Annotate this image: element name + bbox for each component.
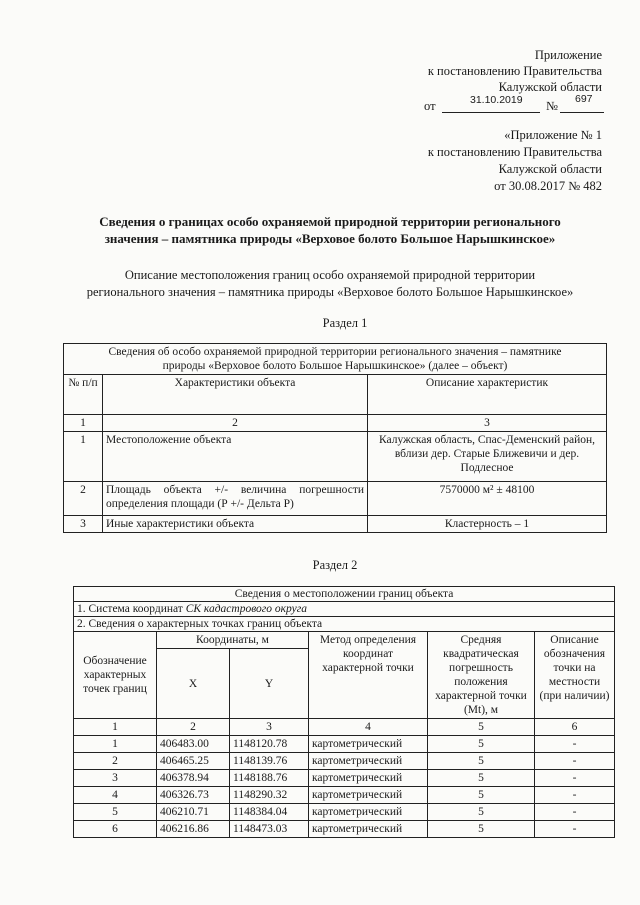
point-error: 5 [428,770,535,787]
col-header-point: Обозначение характерных точек границ [74,632,157,719]
table-row [74,804,615,821]
col-header-no: № п/п [64,375,103,415]
point-id: 4 [74,787,157,804]
region-label: Калужской области [498,80,602,94]
col-header-coords: Координаты, м [157,632,309,649]
point-descr: - [535,804,615,821]
original-decree-date: от 30.08.2017 № 482 [494,179,602,193]
col-number-6: 6 [535,719,615,736]
number-label: № [546,99,558,113]
point-x: 406216.86 [157,821,230,838]
col-number-5: 5 [428,719,535,736]
point-y: 1148473.03 [230,821,309,838]
appendix1-label: «Приложение № 1 [504,128,602,142]
point-descr: - [535,753,615,770]
col-header-method: Метод определения координат характерной точки [309,632,428,719]
table-row [74,787,615,804]
point-id: 6 [74,821,157,838]
coord-system-name: СК кадастрового округа [185,603,307,615]
point-error: 5 [428,753,535,770]
point-y: 1148188.76 [230,770,309,787]
row-no: 2 [64,482,103,516]
col-header-characteristics: Характеристики объекта [103,375,368,415]
row-value: Калужская область, Спас-Деменский район, вблизи дер. Старые Ближевичи и дер. Подлесное [368,432,607,482]
col-header-x: X [157,649,230,719]
point-y: 1148139.76 [230,753,309,770]
point-x: 406378.94 [157,770,230,787]
date-underline [442,112,540,113]
point-y: 1148290.32 [230,787,309,804]
subtitle-line1: Описание местоположения границ особо охраняемой природной территории [124,268,536,282]
table-row [64,516,607,533]
section2-caption: Сведения о местоположении границ объекта [74,587,615,602]
point-id: 3 [74,770,157,787]
point-x: 406465.25 [157,753,230,770]
point-id: 2 [74,753,157,770]
col-header-descr: Описание обозначения точки на местности (при наличии) [535,632,615,719]
point-method: картометрический [309,821,428,838]
point-method: картометрический [309,770,428,787]
section1-caption [64,344,607,375]
section1-caption-line1: Сведения об особо охраняемой природной территории регионального значения – памятнике [108,346,562,358]
col-header-y: Y [230,649,309,719]
col-number-1: 1 [74,719,157,736]
col-number-2: 2 [103,415,368,432]
table-row [74,770,615,787]
section2-table [73,586,615,838]
section1-caption-line2: природы «Верховое болото Большое Нарышкинское» (далее – объект) [162,360,508,372]
table-row [74,821,615,838]
col-header-description: Описание характеристик [368,375,607,415]
table-row [64,432,607,482]
point-descr: - [535,736,615,753]
point-x: 406483.00 [157,736,230,753]
decree-date: 31.10.2019 [470,94,523,106]
point-id: 5 [74,804,157,821]
point-descr: - [535,821,615,838]
row-characteristic: Иные характеристики объекта [103,516,368,533]
coord-system-row [74,602,615,617]
point-method: картометрический [309,736,428,753]
table-row [74,753,615,770]
point-descr: - [535,770,615,787]
table-row [64,482,607,516]
point-error: 5 [428,821,535,838]
decree-reference-2: к постановлению Правительства [427,145,602,159]
row-characteristic: Площадь объекта +/- величина погрешности определения площади (Р +/- Дельта Р) [103,482,368,516]
point-id: 1 [74,736,157,753]
col-number-3: 3 [230,719,309,736]
points-caption: 2. Сведения о характерных точках границ объекта [74,617,615,632]
subtitle-line2: регионального значения – памятника природы «Верховое болото Большое Нарышкинское» [86,285,574,299]
section1-table [63,343,607,533]
point-error: 5 [428,804,535,821]
row-no: 3 [64,516,103,533]
from-label: от [424,99,436,113]
region-label-2: Калужской области [498,162,602,176]
point-x: 406326.73 [157,787,230,804]
row-value: 7570000 м² ± 48100 [368,482,607,516]
point-x: 406210.71 [157,804,230,821]
col-number-2: 2 [157,719,230,736]
decree-number: 697 [575,93,593,105]
col-number-3: 3 [368,415,607,432]
row-characteristic: Местоположение объекта [103,432,368,482]
point-method: картометрический [309,804,428,821]
table-row [74,736,615,753]
section1-heading: Раздел 1 [322,316,368,330]
appendix-label: Приложение [534,48,602,62]
point-y: 1148384.04 [230,804,309,821]
col-header-error: Средняя квадратическая погрешность положения характерной точки (Mt), м [428,632,535,719]
point-method: картометрический [309,787,428,804]
document-title-line2: значения – памятника природы «Верховое болото Большое Нарышкинское» [104,231,556,246]
decree-reference: к постановлению Правительства [427,64,602,78]
section2-heading: Раздел 2 [312,558,358,572]
point-descr: - [535,787,615,804]
number-underline [560,112,604,113]
row-value: Кластерность – 1 [368,516,607,533]
coord-system-prefix: 1. Система координат [77,603,186,615]
col-number-1: 1 [64,415,103,432]
row-no: 1 [64,432,103,482]
point-method: картометрический [309,753,428,770]
col-number-4: 4 [309,719,428,736]
document-title-line1: Сведения о границах особо охраняемой природной территории регионального [99,214,561,229]
point-y: 1148120.78 [230,736,309,753]
point-error: 5 [428,787,535,804]
point-error: 5 [428,736,535,753]
